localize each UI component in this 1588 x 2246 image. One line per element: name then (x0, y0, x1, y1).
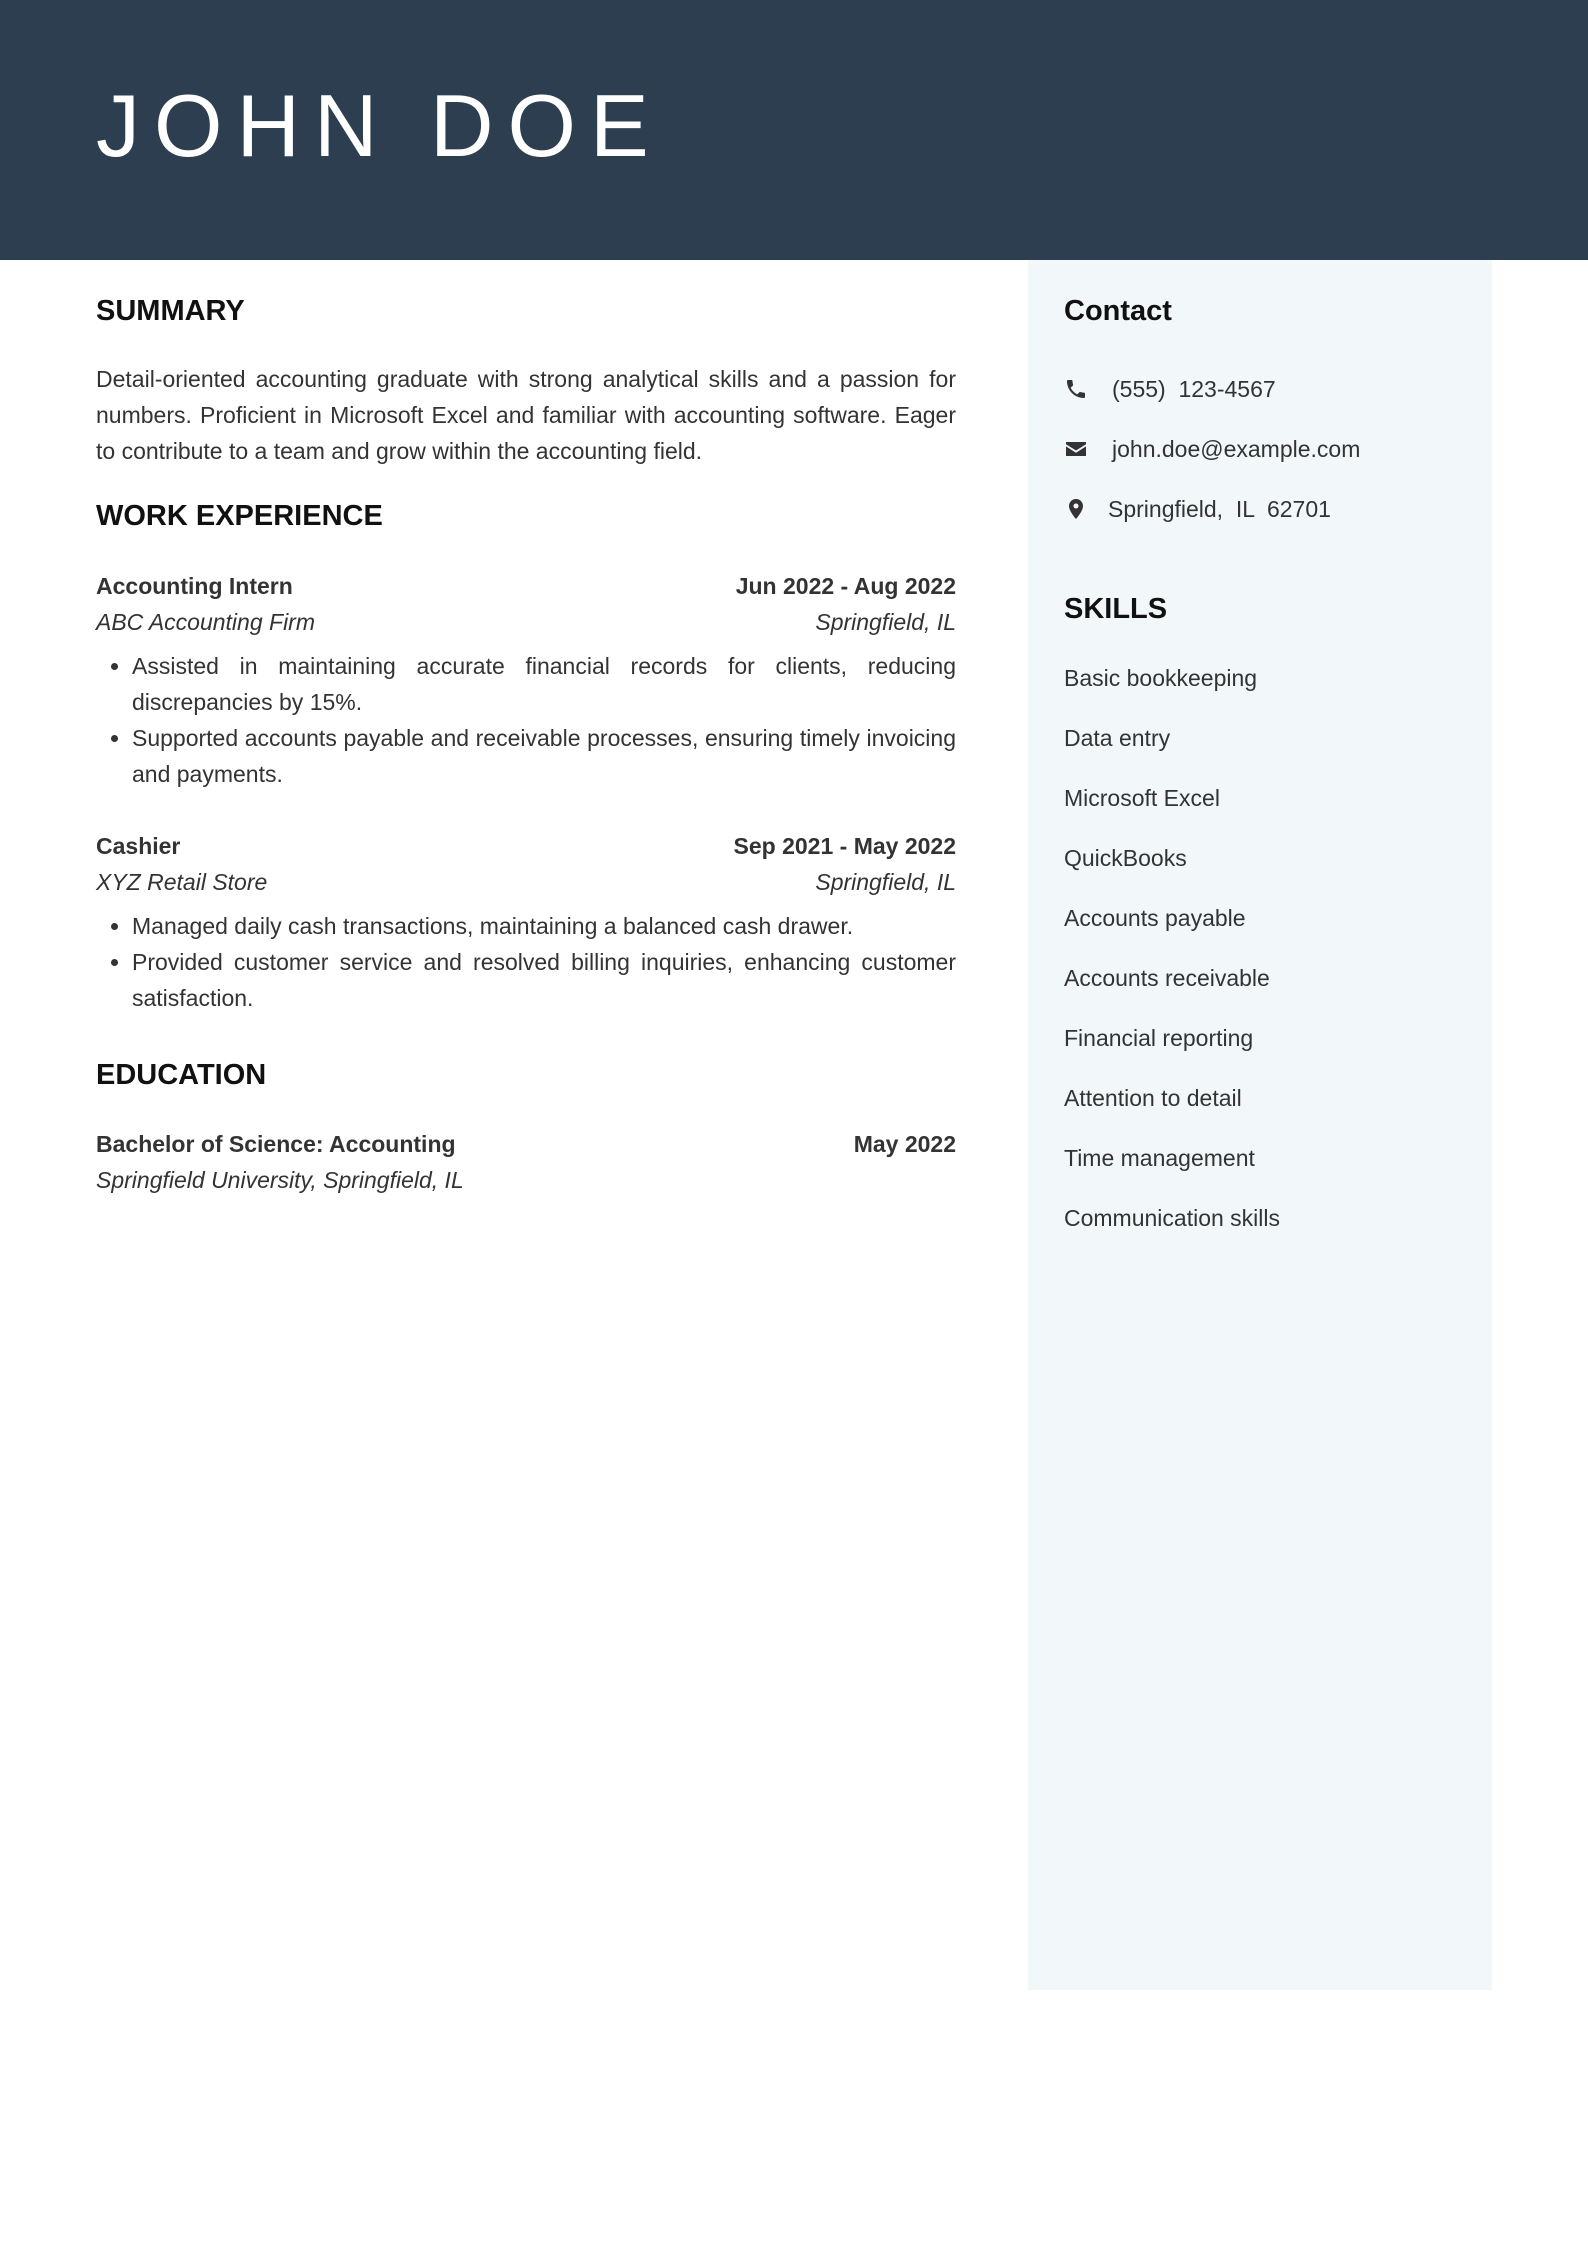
map-pin-icon (1064, 497, 1088, 521)
job-entry (96, 828, 956, 1016)
candidate-name: JOHN DOE (96, 76, 663, 175)
envelope-icon (1064, 437, 1088, 461)
job-company: ABC Accounting Firm (96, 609, 315, 635)
skill-item: Attention to detail (1064, 1085, 1242, 1111)
job-bullet: • Managed daily cash transactions, maintaining a balanced cash drawer. (132, 908, 956, 944)
skill-item: Accounts payable (1064, 905, 1246, 931)
skill-item: Basic bookkeeping (1064, 665, 1258, 691)
skills-title: SKILLS (1064, 593, 1168, 625)
job-dates: Jun 2022 - Aug 2022 (735, 573, 956, 599)
contact-location (1064, 494, 1331, 524)
summary-title: SUMMARY (96, 295, 245, 327)
job-bullet: • Supported accounts payable and receivable processes, ensuring timely invoicing and payments. (132, 720, 956, 792)
sidebar (1028, 260, 1492, 1990)
education-entry (96, 1126, 956, 1198)
job-location: Springfield, IL (815, 869, 956, 895)
job-entry (96, 568, 956, 792)
job-role: Cashier (96, 833, 181, 859)
skill-item: Accounts receivable (1064, 965, 1270, 991)
contact-phone (1064, 374, 1276, 404)
skill-item: Communication skills (1064, 1205, 1281, 1231)
summary-text: Detail-oriented accounting graduate with strong analytical skills and a passion for numbers. Proficient in Microsoft Excel and familiar with accounting software. Eager to contribute to a team and grow within the accounting field. (96, 366, 956, 464)
job-bullets (96, 908, 956, 1016)
header-banner (0, 0, 1588, 260)
skill-item: Microsoft Excel (1064, 785, 1220, 811)
school: Springfield University, Springfield, IL (96, 1167, 464, 1193)
location-text: Springfield, IL 62701 (1108, 496, 1331, 522)
degree: Bachelor of Science: Accounting (96, 1131, 456, 1157)
phone-icon (1064, 377, 1088, 401)
work-experience-title: WORK EXPERIENCE (96, 500, 383, 532)
skill-item: Time management (1064, 1145, 1255, 1171)
job-role: Accounting Intern (96, 573, 293, 599)
job-company: XYZ Retail Store (96, 869, 268, 895)
contact-title: Contact (1064, 295, 1172, 327)
education-title: EDUCATION (96, 1059, 267, 1091)
phone-number: (555) 123-4567 (1112, 376, 1276, 402)
skill-item: QuickBooks (1064, 845, 1187, 871)
job-bullets (96, 648, 956, 792)
job-dates: Sep 2021 - May 2022 (733, 833, 956, 859)
job-location: Springfield, IL (815, 609, 956, 635)
skill-item: Data entry (1064, 725, 1171, 751)
job-bullet: • Assisted in maintaining accurate financial records for clients, reducing discrepancies by 15%. (132, 648, 956, 720)
contact-email (1064, 434, 1360, 464)
job-bullet: • Provided customer service and resolved billing inquiries, enhancing customer satisfaction. (132, 944, 956, 1016)
skill-item: Financial reporting (1064, 1025, 1254, 1051)
email-address: john.doe@example.com (1112, 436, 1361, 462)
graduation-date: May 2022 (853, 1131, 956, 1157)
